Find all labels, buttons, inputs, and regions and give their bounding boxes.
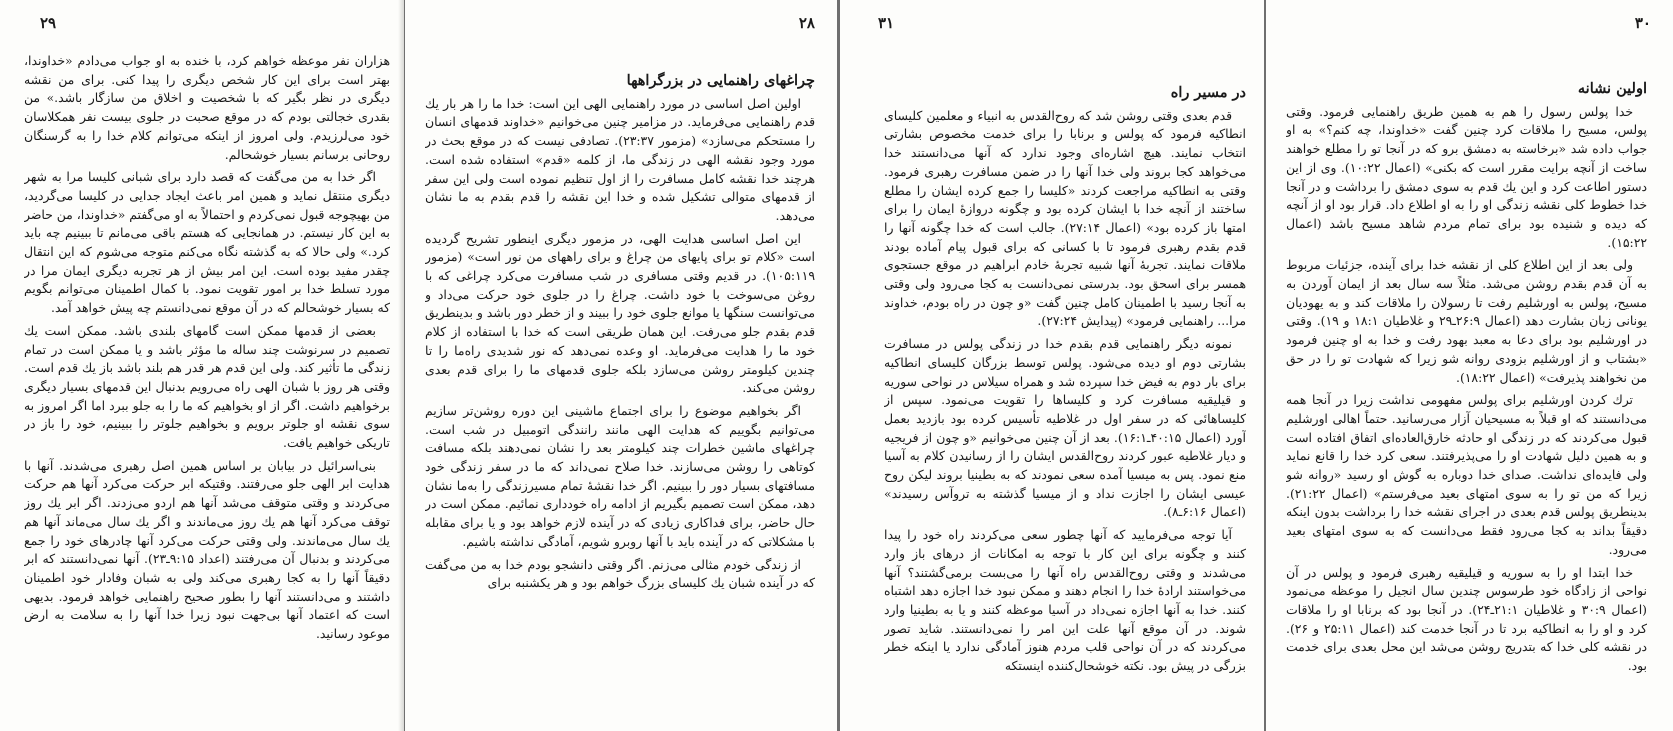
page-number: ۲۸ [798,14,815,32]
section-heading: در مسیر راه [1170,84,1246,101]
paragraph: اولین اصل اساسی در مورد راهنمایی الهی این است: خدا ما را هر بار یك قدم راهنمایی می‌فرماید. در مزامیر چنین می‌خوانیم «خداوند قدمهای انسان را مستحکم می‌سازد» (مزمور ۲۳:۳۷). تصادفی نیست که در موقع بحث در مورد وجود نقشه الهی در زندگی ما، از کلمه «قدم» استفاده شده است. هرچند خدا نقشه کامل مسافرت را از اول تنظیم نموده است ولی این سفر از قدمهای متوالی تشکیل شده و خدا این نقشه را قدم بقدم به ما نشان می‌دهد. [425,95,815,223]
book-page-30 [1266,0,1673,731]
paragraph: قدم بعدی وقتی روشن شد که روح‌القدس به انبیاء و معلمین کلیسای انطاکیه فرمود که پولس و برنابا را برای خدمت مخصوص بشارتی انتخاب نمایند. هیچ اشاره‌ای وجود ندارد که آنها می‌دانستند خدا می‌خواهد کجا بروند ولی خدا آنها را در ضمن مسافرت رهبری فرمود. وقتی به انطاکیه مراجعت کردند «کلیسا را جمع کرده ایشان را مطلع ساختند از آنچه خدا با ایشان کرده بود و چگونه دروازهٔ ایمان را برای امتها باز کرده بود» (اعمال ۲۷:۱۴). جالب است که خدا چگونه آنها را قدم بقدم رهبری فرمود تا با کسانی که برای قبول پیام آماده بودند ملاقات نمایند. تجربهٔ آنها شبیه تجربهٔ خادم ابراهیم در موقع جستجوی همسر برای اسحق بود. بدرستی نمی‌دانست به کجا می‌رود ولی وقتی به آنجا رسید با اطمینان کامل چنین گفت «و چون در راه بودم، خداوند مرا... راهنمایی فرمود» (پیدایش ۲۷:۲۴). [884,107,1246,329]
section-heading: چراغهای راهنمایی در بزرگراهها [626,72,815,89]
paragraph: اگر خدا به من می‌گفت که قصد دارد برای شبانی کلیسا مرا به شهر دیگری منتقل نماید و همین امر باعث ایجاد جدایی در کلیسا می‌گردید، من بهیچوجه قبول نمی‌کردم و احتمالاً به او می‌گفتم «خداوندا، من حاضر به این کار نیستم. در همانجایی که هستم باقی می‌مانم تا ببینیم چه باید کرد.» ولی حالا که به گذشته نگاه می‌کنم متوجه می‌شوم که این انتقال چقدر مفید بوده است. این امر بیش از هر تجربه دیگری ایمان مرا در مورد تسلط خدا بر امور تقویت نمود. با کمال اطمینان می‌توانم بگویم که بسیار خوشحالم که در آن موقع نمی‌دانستم چه پیش خواهد آمد. [24,169,390,316]
paragraph: نمونه دیگر راهنمایی قدم بقدم خدا در زندگی پولس در مسافرت بشارتی دوم او دیده می‌شود. پولس توسط بزرگان کلیسای انطاکیه برای بار دوم به فیض خدا سپرده شد و همراه سیلاس در نواحی سوریه و قیلیقیه مسافرت کرد و کلیساها را تقویت می‌نمود. سپس از کلیساهائی که در سفر اول در غلاطیه تأسیس کرده بود بازدید بعمل آورد (اعمال ۴۰:۱۵ـ۱۶:۱). بعد از آن چنین می‌خوانیم «و چون از فریجیه و دیار غلاطیه عبور کردند روح‌القدس ایشان را از رسانیدن کلام به آسیا منع نمود. پس به میسیا آمده سعی نمودند که به بطینیا بروند لیکن روح عیسی ایشان را اجازت نداد و از میسیا گذشته به تروآس رسیدند» (اعمال ۶:۱۶ـ۸). [884,336,1246,520]
paragraph: بنی‌اسرائیل در بیابان بر اساس همین اصل رهبری می‌شدند. آنها با هدایت ابر الهی جلو می‌رفتند. وقتیکه ابر حرکت می‌کرد آنها هم حرکت می‌کردند و وقتی متوقف می‌شد آنها هم اردو می‌زدند. اگر ابر یك روز توقف می‌کرد آنها هم یك روز می‌ماندند و اگر یك سال می‌ماند آنها هم یك سال می‌ماندند. ولی وقتی حرکت می‌کرد آنها چادرهای خود را جمع می‌کردند و بدنبال آن می‌رفتند (اعداد ۹:۱۵ـ۲۳). آنها نمی‌دانستند که ابر دقیقاً آنها را به کجا رهبری می‌کند ولی به شبان وفادار خود اطمینان داشتند و می‌دانستند آنها را بطور صحیح راهنمایی خواهد فرمود. بدیهی است که اعتماد آنها بی‌جهت نبود زیرا خدا آنها را به سلامت به ارض موعود رسانید. [24,457,390,642]
book-page-31 [840,0,1264,731]
paragraph: خدا پولس رسول را هم به همین طریق راهنمایی فرمود. وقتی پولس، مسیح را ملاقات کرد چنین گفت «خداوندا، چه کنم؟» به او جواب داده شد «برخاسته به دمشق برو که در آنجا تو را مطلع خواهند ساخت از آنچه برایت مقرر است که بکنی» (اعمال ۱۰:۲۲). وی از این دستور اطاعت کرد و این یك قدم به سوی دمشق را برداشت و در آنجا خدا خطوط کلی نقشه زندگی او را به او اطلاع داد. قرار بود او از آنچه که دیده و شنیده بود برای تمام مردم شاهد مسیح باشد (اعمال ۱۵:۲۲). [1286,103,1647,250]
paragraph: آیا توجه می‌فرمایید که آنها چطور سعی می‌کردند راه خود را پیدا کنند و چگونه برای این کار با توجه به امکانات از درهای باز وارد می‌شدند و وقتی روح‌القدس راه آنها را می‌بست برمی‌گشتند؟ آنها می‌خواستند ارادهٔ خدا را انجام دهند و ممکن نبود خدا اجازه دهد اشتباه کنند. خدا به آنها اجازه نمی‌داد در آسیا موعظه کنند و یا به بطینیا وارد شوند. در آن موقع آنها علت این امر را نمی‌دانستند. شاید تصور می‌کردند که در آن نواحی قلب مردم هنوز آمادگی ندارد یا اینکه خطر بزرگی در پیش بود. نکته خوشحال‌کننده اینستکه [884,527,1246,674]
section-heading: اولین نشانه [1577,80,1647,97]
paragraph: این اصل اساسی هدایت الهی، در مزمور دیگری اینطور تشریح گردیده است «کلام تو برای پایهای من چراغ و برای راههای من نور است» (مزمور ۱۰۵:۱۱۹). در قدیم وقتی مسافری در شب مسافرت می‌کرد چراغی که با روغن می‌سوخت با خود داشت. چراغ را در جلوی خود حرکت می‌داد و می‌توانست سنگها یا موانع جلوی خود را ببیند و از خطر دور باشد و بدینطریق قدم بقدم جلو می‌رفت. این همان طریقی است که خدا با استفاده از کلام خود ما را هدایت می‌فرماید. او وعده نمی‌دهد که نور شدیدی راه‌ما را تا چندین کیلومتر روشن می‌سازد بلکه جلوی قدمهای ما را برای قدم بعدی روشن می‌کند. [425,230,815,396]
paragraph: بعضی از قدمها ممکن است گامهای بلندی باشد. ممکن است یك تصمیم در سرنوشت چند ساله ما مؤثر باشد و یا ممکن است در تمام زندگی ما تأثیر کند. ولی این قدم هر قدر هم بلند باشد باز یك قدم است. وقتی هر روز با شبان الهی راه می‌رویم بدنبال این قدمهای بسیار دیگری برخواهیم داشت. اگر از او بخواهیم که ما را به جلو ببرد اما اگر امروز به سوی نقشه او جلوتر برویم و بخواهیم جلوتر را ببینیم، خود را باز در تاریکی خواهیم یافت. [24,322,390,451]
paragraph: از زندگی خودم مثالی می‌زنم. اگر وقتی دانشجو بودم خدا به من می‌گفت که در آینده شبان یك کلیسای بزرگ خواهم بود و هر یکشنبه برای [425,556,815,591]
paragraph: هزاران نفر موعظه خواهم کرد، با خنده به او جواب می‌دادم «خداوندا، بهتر است برای این کار شخص دیگری را پیدا کنی. برای من نقشه دیگری در نظر بگیر که با شخصیت و اخلاق من سازگار باشد.» من بقدری خجالتی بودم که در موقع صحبت در جلوی بیست نفر همکلاسان خود می‌لرزیدم. ولی امروز از اینکه می‌توانم کلام خدا را به گرسنگان روحانی برسانم بسیار خوشحالم. [24,53,390,162]
page-body [1286,72,1647,701]
page-number: ۳۰ [1634,14,1651,32]
paragraph: اگر بخواهیم موضوع را برای اجتماع ماشینی این دوره روشن‌تر سازیم می‌توانیم بگوییم که هدایت الهی مانند رانندگی اتومبیل در شب است. چراغهای ماشین خطرات چند کیلومتر بعد را نشان نمی‌دهند بلکه مسافت کوتاهی را روشن می‌سازند. خدا صلاح نمی‌داند که ما در سفر زندگی خود مسافتهای بسیار دور را ببینیم. اگر خدا نقشهٔ تمام مسیرزندگی را به‌ما نشان دهد، ممکن است تصمیم بگیریم از ادامه راه خودداری نمائیم. ممکن است در حال حاضر، برای فداکاری زیادی که در آینده لازم خواهد بود و یا برای مقابله با مشکلاتی که در آینده باید با آنها روبرو شویم، آمادگی نداشته باشیم. [425,402,815,549]
page-body [884,76,1246,701]
book-page-28 [405,0,837,731]
page-body [425,64,815,701]
paragraph: ترك کردن اورشلیم برای پولس مفهومی نداشت زیرا در آنجا همه می‌دانستند که او قبلاً به مسیحیان آزار می‌رسانید. حتماً اهالی اورشلیم قبول می‌کردند که در زندگی او حادثه خارق‌العاده‌ای اتفاق افتاده است و به همین دلیل شهادت او را می‌پذیرفتند. سعی کرد خدا را قانع نماید ولی فایده‌ای نداشت. صدای خدا دوباره به گوش او رسید «روانه شو زیرا که من تو را به سوی امتهای بعید می‌فرستم» (اعمال ۲۱:۲۲). بدینطریق پولس قدم بعدی در اجرای نقشه خدا را برداشت بدون اینکه دقیقاً بداند به کجا می‌رود فقط می‌دانست که به سوی امتهای بعید می‌رود. [1286,392,1647,557]
book-page-29 [0,0,404,731]
paragraph: خدا ابتدا او را به سوریه و قیلیقیه رهبری فرمود و پولس در آن نواحی از زادگاه خود طرسوس چندین سال انجیل را موعظه می‌نمود (اعمال ۳۰:۹ و غلاطیان ۲۱:۱ـ۲۴). در آنجا بود که برنابا او را ملاقات کرد و او را به انطاکیه برد تا در آنجا خدمت کند (اعمال ۲۵:۱۱ و ۲۶). در نقشه کلی خدا که بتدریج روشن می‌شد این محل بعدی برای خدمت بود. [1286,564,1647,674]
page-gutter [398,0,404,731]
page-number: ۲۹ [40,14,57,32]
paragraph: ولی بعد از این اطلاع کلی از نقشه خدا برای آینده، جزئیات مربوط به آن قدم بقدم روشن می‌شد. مثلاً سه سال بعد از ایمان آوردن به مسیح، پولس به اورشلیم رفت تا رسولان را ملاقات کند و به یهودیان یونانی زبان بشارت دهد (اعمال ۲۶:۹ـ۲۹ و غلاطیان ۱۸:۱ و ۱۹). وقتی در اورشلیم بود برای دعا به معبد بهود رفت و خدا به او چنین فرمود «بشتاب و از اورشلیم بزودی روانه شو زیرا که شهادت تو را در حق من نخواهند پذیرفت» (اعمال ۱۸:۲۲). [1286,257,1647,385]
page-body [24,52,390,701]
page-number: ۳۱ [878,14,895,32]
